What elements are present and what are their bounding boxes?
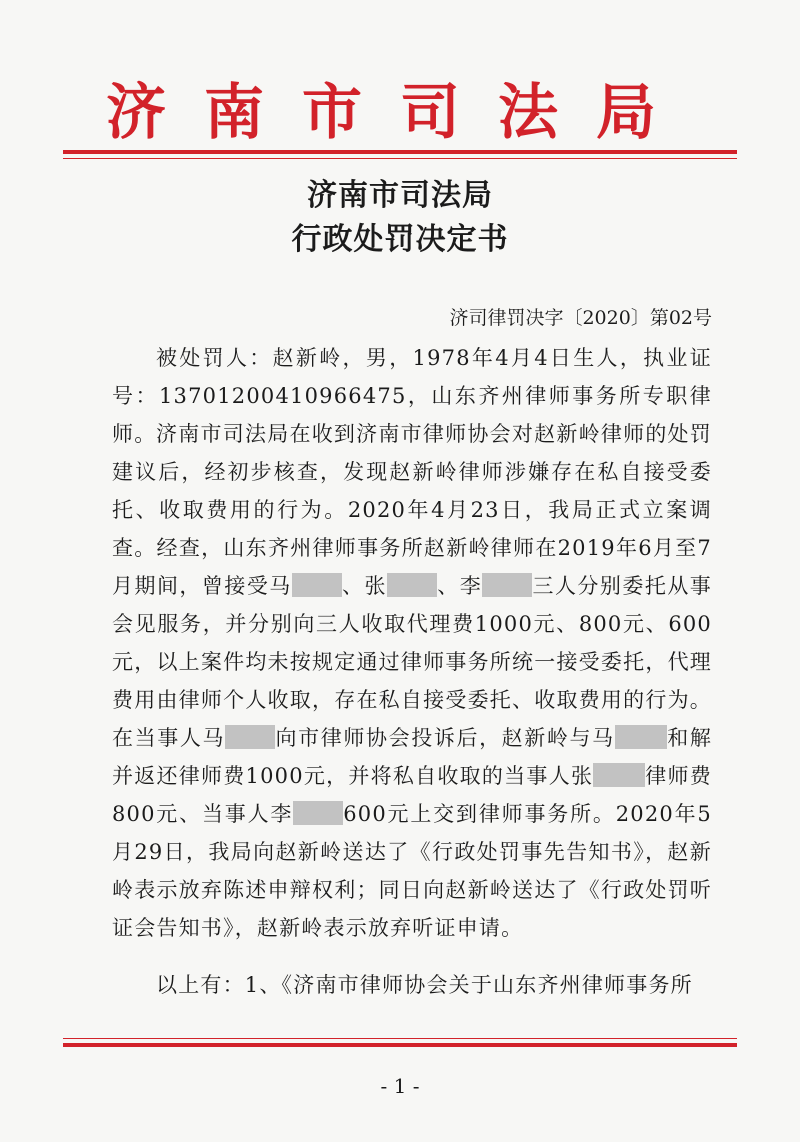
footer-rule-thin [63, 1038, 737, 1039]
redaction-box [641, 725, 667, 749]
redaction-box [387, 573, 437, 597]
redaction-box [593, 763, 619, 787]
facts-text: 、李 [437, 574, 483, 598]
redaction-box [293, 801, 343, 825]
facts-text: 600元上交到律师事务所。2020年5月29日，我局向赵新岭送达了《行政处罚事先告知书》，赵新岭表示放弃陈述申辩权利；同日向赵新岭送达了《行政处罚听证会告知书》，赵新岭表示放弃听证申请。 [112, 802, 712, 940]
facts-text: 三人分别委托从事会见服务，并分别向三人收取代理费1000元、800元、600元，以上案件均未按规定通过律师事务所统一接受委托，代理费用由律师个人收取，存在私自接受委托、收取费用的行为。在当事人马 [112, 574, 712, 750]
redaction-box [225, 725, 275, 749]
header-rule-thick [63, 150, 737, 154]
page-number: - 1 - [380, 1074, 420, 1098]
facts-text: 向市律师协会投诉后，赵新岭与马 [275, 726, 615, 750]
paragraph-evidence [112, 966, 712, 1004]
redaction-box [615, 725, 641, 749]
redaction-box [619, 763, 645, 787]
header-rule-thin [63, 158, 737, 159]
letterhead: 济南市司法局 [106, 78, 694, 148]
facts-text: 和解并返还律师费1000元，并将私自收取的当事人张 [112, 726, 713, 788]
facts-text: 济南市司法局在收到济南市律师协会对赵新岭律师的处罚建议后，经初步核查，发现赵新岭律师涉嫌存在私自接受委托、收取费用的行为。2020年4月23日，我局正式立案调查。经查，山东齐州律师事务所赵新岭律师在2019年6月至7月期间，曾接受马 [112, 422, 712, 598]
document-title-line2: 行政处罚决定书 [291, 222, 509, 257]
facts-text: 、张 [341, 574, 387, 598]
evidence-text: 以上有：1、《济南市律师协会关于山东齐州律师事务所 [156, 973, 693, 997]
facts-text: 律师费800元、当事人李 [112, 764, 712, 826]
redaction-box [292, 573, 342, 597]
redaction-box [482, 573, 532, 597]
document-title-line1: 济南市司法局 [307, 178, 493, 213]
footer-rule-thick [63, 1043, 737, 1047]
document-number: 济司律罚决字〔2020〕第02号 [449, 307, 712, 329]
respondent-text: 被处罚人：赵新岭，男，1978年4月4日生人，执业证号：13701200410966475，山东齐州律师事务所专职律师。 [112, 346, 712, 446]
paragraph-facts [112, 415, 712, 947]
